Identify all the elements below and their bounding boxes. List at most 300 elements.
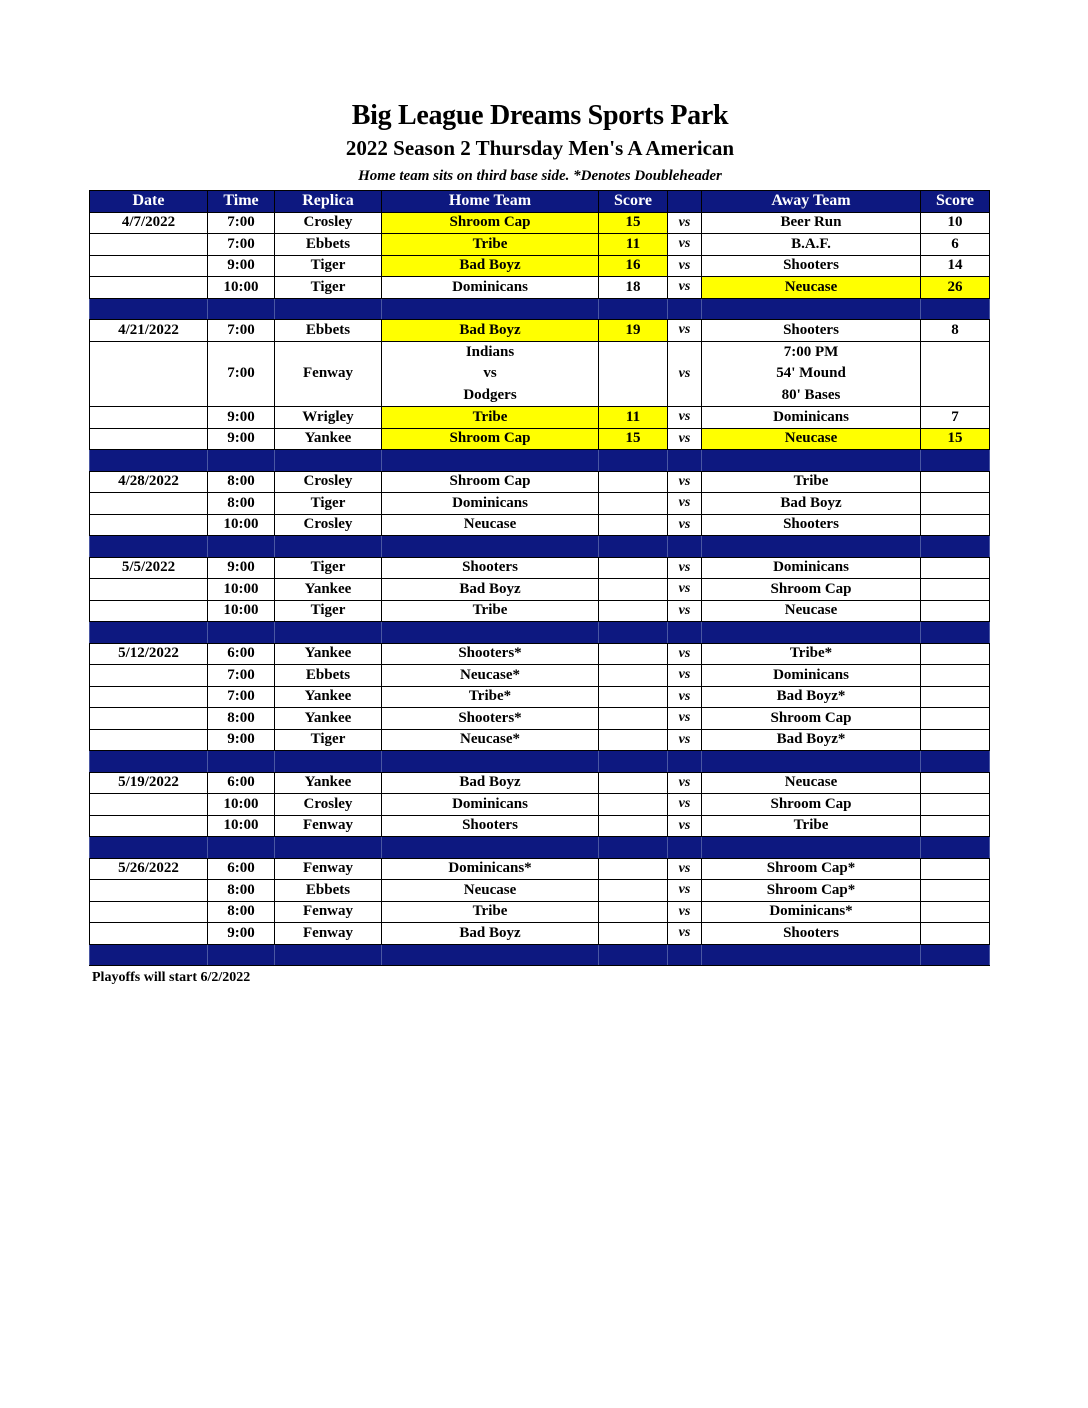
home-team: Tribe xyxy=(382,901,599,923)
game-time: 8:00 xyxy=(208,901,275,923)
game-row xyxy=(90,708,990,730)
game-row xyxy=(90,320,990,342)
separator-cell xyxy=(90,837,208,859)
home-score xyxy=(599,880,668,902)
away-score xyxy=(921,901,990,923)
home-score xyxy=(599,686,668,708)
home-team: Tribe xyxy=(382,407,599,429)
away-team: Shooters xyxy=(702,923,921,945)
home-score xyxy=(599,557,668,579)
away-score: 6 xyxy=(921,234,990,256)
away-team: Dominicans xyxy=(702,557,921,579)
game-date xyxy=(90,665,208,687)
separator-cell xyxy=(702,450,921,472)
game-date xyxy=(90,579,208,601)
schedule-body xyxy=(90,212,990,966)
away-score xyxy=(921,341,990,407)
game-date xyxy=(90,794,208,816)
game-time: 7:00 xyxy=(208,686,275,708)
vs-label: vs xyxy=(668,428,702,450)
col-header-replica: Replica xyxy=(275,191,382,213)
separator-cell xyxy=(668,536,702,558)
col-header-away-team: Away Team xyxy=(702,191,921,213)
home-team: Neucase* xyxy=(382,665,599,687)
away-score xyxy=(921,643,990,665)
away-score xyxy=(921,493,990,515)
game-time: 6:00 xyxy=(208,643,275,665)
home-score xyxy=(599,493,668,515)
game-row xyxy=(90,471,990,493)
game-row xyxy=(90,772,990,794)
game-date: 4/7/2022 xyxy=(90,212,208,234)
separator-cell xyxy=(208,944,275,966)
away-team: Dominicans xyxy=(702,407,921,429)
home-score xyxy=(599,665,668,687)
col-header-vs xyxy=(668,191,702,213)
home-team: Shroom Cap xyxy=(382,212,599,234)
away-team: Shroom Cap* xyxy=(702,858,921,880)
game-time: 9:00 xyxy=(208,557,275,579)
home-score: 16 xyxy=(599,255,668,277)
away-team: Shooters xyxy=(702,514,921,536)
home-team: Dominicans* xyxy=(382,858,599,880)
away-score xyxy=(921,514,990,536)
game-row xyxy=(90,686,990,708)
game-date xyxy=(90,708,208,730)
separator-cell xyxy=(702,751,921,773)
game-row xyxy=(90,901,990,923)
away-team: Shroom Cap* xyxy=(702,880,921,902)
week-separator-row xyxy=(90,944,990,966)
game-date xyxy=(90,234,208,256)
away-team-line: 54' Mound xyxy=(776,365,846,381)
game-date xyxy=(90,686,208,708)
separator-cell xyxy=(921,751,990,773)
game-replica-field: Crosley xyxy=(275,471,382,493)
away-team: Shroom Cap xyxy=(702,579,921,601)
game-date: 5/5/2022 xyxy=(90,557,208,579)
away-team: Shooters xyxy=(702,255,921,277)
game-date xyxy=(90,901,208,923)
game-replica-field: Fenway xyxy=(275,901,382,923)
home-team-line: Indians xyxy=(465,343,515,360)
separator-cell xyxy=(275,298,382,320)
separator-cell xyxy=(599,622,668,644)
separator-cell xyxy=(668,837,702,859)
vs-label: vs xyxy=(668,729,702,751)
home-score xyxy=(599,471,668,493)
game-date xyxy=(90,428,208,450)
home-team: Bad Boyz xyxy=(382,255,599,277)
game-row xyxy=(90,665,990,687)
vs-label: vs xyxy=(668,234,702,256)
vs-label: vs xyxy=(668,708,702,730)
week-separator-row xyxy=(90,622,990,644)
game-replica-field: Fenway xyxy=(275,923,382,945)
away-score xyxy=(921,686,990,708)
separator-cell xyxy=(275,450,382,472)
game-time: 7:00 xyxy=(208,212,275,234)
game-replica-field: Tiger xyxy=(275,729,382,751)
vs-label: vs xyxy=(668,858,702,880)
game-replica-field: Yankee xyxy=(275,428,382,450)
home-score: 11 xyxy=(599,234,668,256)
separator-cell xyxy=(382,751,599,773)
away-score xyxy=(921,858,990,880)
vs-label: vs xyxy=(668,600,702,622)
vs-label: vs xyxy=(668,901,702,923)
away-score xyxy=(921,880,990,902)
separator-cell xyxy=(599,944,668,966)
vs-label: vs xyxy=(668,277,702,299)
vs-label: vs xyxy=(668,772,702,794)
separator-cell xyxy=(208,751,275,773)
separator-cell xyxy=(275,622,382,644)
header-row xyxy=(90,191,990,213)
home-team xyxy=(382,341,599,407)
game-time: 6:00 xyxy=(208,858,275,880)
away-score xyxy=(921,794,990,816)
separator-cell xyxy=(599,298,668,320)
home-team: Neucase* xyxy=(382,729,599,751)
separator-cell xyxy=(208,298,275,320)
vs-label: vs xyxy=(668,643,702,665)
away-score xyxy=(921,923,990,945)
home-score xyxy=(599,514,668,536)
game-time: 8:00 xyxy=(208,471,275,493)
away-team: Dominicans* xyxy=(702,901,921,923)
away-score xyxy=(921,579,990,601)
game-row xyxy=(90,880,990,902)
separator-cell xyxy=(668,751,702,773)
game-time: 10:00 xyxy=(208,600,275,622)
home-team: Bad Boyz xyxy=(382,923,599,945)
home-team: Bad Boyz xyxy=(382,320,599,342)
game-replica-field: Ebbets xyxy=(275,665,382,687)
game-row xyxy=(90,493,990,515)
away-score: 14 xyxy=(921,255,990,277)
vs-label: vs xyxy=(668,794,702,816)
separator-cell xyxy=(208,450,275,472)
game-date xyxy=(90,407,208,429)
game-time: 10:00 xyxy=(208,815,275,837)
game-time: 9:00 xyxy=(208,428,275,450)
vs-label: vs xyxy=(668,341,702,407)
game-replica-field: Crosley xyxy=(275,212,382,234)
away-team: Bad Boyz xyxy=(702,493,921,515)
away-team: Shroom Cap xyxy=(702,708,921,730)
home-score xyxy=(599,772,668,794)
game-replica-field: Tiger xyxy=(275,557,382,579)
separator-cell xyxy=(382,944,599,966)
away-score xyxy=(921,729,990,751)
away-team-line: 80' Bases xyxy=(781,386,841,403)
home-score xyxy=(599,901,668,923)
game-date xyxy=(90,255,208,277)
home-score xyxy=(599,729,668,751)
home-team-line: Dodgers xyxy=(463,386,517,403)
game-date xyxy=(90,729,208,751)
away-team: Neucase xyxy=(702,428,921,450)
vs-label: vs xyxy=(668,815,702,837)
home-team: Dominicans xyxy=(382,277,599,299)
game-time: 7:00 xyxy=(208,665,275,687)
away-score: 26 xyxy=(921,277,990,299)
game-time: 10:00 xyxy=(208,277,275,299)
separator-cell xyxy=(90,751,208,773)
game-replica-field: Tiger xyxy=(275,255,382,277)
separator-cell xyxy=(702,837,921,859)
game-replica-field: Tiger xyxy=(275,493,382,515)
away-team: Neucase xyxy=(702,277,921,299)
game-row xyxy=(90,428,990,450)
separator-cell xyxy=(599,536,668,558)
game-row xyxy=(90,815,990,837)
separator-cell xyxy=(90,536,208,558)
vs-label: vs xyxy=(668,255,702,277)
game-replica-field: Wrigley xyxy=(275,407,382,429)
game-time: 6:00 xyxy=(208,772,275,794)
vs-label: vs xyxy=(668,880,702,902)
vs-label: vs xyxy=(668,407,702,429)
game-time: 8:00 xyxy=(208,708,275,730)
vs-label: vs xyxy=(668,923,702,945)
game-time: 7:00 xyxy=(208,341,275,407)
vs-label: vs xyxy=(668,471,702,493)
home-score xyxy=(599,794,668,816)
separator-cell xyxy=(921,837,990,859)
game-row xyxy=(90,277,990,299)
game-time: 9:00 xyxy=(208,729,275,751)
home-score: 15 xyxy=(599,212,668,234)
separator-cell xyxy=(921,298,990,320)
game-time: 9:00 xyxy=(208,255,275,277)
game-row xyxy=(90,858,990,880)
season-subtitle: 2022 Season 2 Thursday Men's A American xyxy=(345,136,735,160)
col-header-home-score: Score xyxy=(599,191,668,213)
game-row xyxy=(90,794,990,816)
home-score: 11 xyxy=(599,407,668,429)
game-date: 4/21/2022 xyxy=(90,320,208,342)
home-team: Tribe xyxy=(382,234,599,256)
away-team: Tribe xyxy=(702,471,921,493)
separator-cell xyxy=(921,944,990,966)
home-score xyxy=(599,708,668,730)
separator-cell xyxy=(275,837,382,859)
separator-cell xyxy=(921,450,990,472)
away-score xyxy=(921,600,990,622)
game-row xyxy=(90,234,990,256)
home-team: Neucase xyxy=(382,880,599,902)
vs-label: vs xyxy=(668,686,702,708)
away-team: Bad Boyz* xyxy=(702,686,921,708)
separator-cell xyxy=(382,622,599,644)
separator-cell xyxy=(90,944,208,966)
game-time: 10:00 xyxy=(208,794,275,816)
game-replica-field: Tiger xyxy=(275,277,382,299)
game-replica-field: Ebbets xyxy=(275,880,382,902)
playoffs-note: Playoffs will start 6/2/2022 xyxy=(92,970,251,985)
col-header-time: Time xyxy=(208,191,275,213)
game-date: 4/28/2022 xyxy=(90,471,208,493)
away-score: 7 xyxy=(921,407,990,429)
separator-cell xyxy=(599,751,668,773)
week-separator-row xyxy=(90,837,990,859)
game-replica-field: Yankee xyxy=(275,772,382,794)
separator-cell xyxy=(668,298,702,320)
home-score xyxy=(599,858,668,880)
game-replica-field: Yankee xyxy=(275,708,382,730)
vs-label: vs xyxy=(668,320,702,342)
home-score xyxy=(599,600,668,622)
separator-cell xyxy=(208,837,275,859)
home-team: Neucase xyxy=(382,514,599,536)
separator-cell xyxy=(208,622,275,644)
game-time: 8:00 xyxy=(208,880,275,902)
game-time: 8:00 xyxy=(208,493,275,515)
game-replica-field: Ebbets xyxy=(275,234,382,256)
doubleheader-note: Home team sits on third base side. *Denotes Doubleheader xyxy=(358,168,722,184)
home-team: Shroom Cap xyxy=(382,428,599,450)
home-team: Dominicans xyxy=(382,493,599,515)
separator-cell xyxy=(208,536,275,558)
game-date xyxy=(90,880,208,902)
game-date xyxy=(90,493,208,515)
home-score: 18 xyxy=(599,277,668,299)
separator-cell xyxy=(382,298,599,320)
away-team-line: 7:00 PM xyxy=(783,343,839,360)
vs-label: vs xyxy=(668,212,702,234)
away-team: Neucase xyxy=(702,600,921,622)
separator-cell xyxy=(382,450,599,472)
game-replica-field: Fenway xyxy=(275,341,382,407)
away-score: 8 xyxy=(921,320,990,342)
home-score xyxy=(599,815,668,837)
away-team xyxy=(702,341,921,407)
vs-label: vs xyxy=(668,665,702,687)
away-score: 15 xyxy=(921,428,990,450)
separator-cell xyxy=(702,944,921,966)
away-score xyxy=(921,708,990,730)
game-date: 5/12/2022 xyxy=(90,643,208,665)
separator-cell xyxy=(599,837,668,859)
home-score: 15 xyxy=(599,428,668,450)
separator-cell xyxy=(702,622,921,644)
separator-cell xyxy=(275,536,382,558)
col-header-date: Date xyxy=(90,191,208,213)
home-score xyxy=(599,643,668,665)
separator-cell xyxy=(90,298,208,320)
separator-cell xyxy=(668,622,702,644)
separator-cell xyxy=(90,622,208,644)
home-score: 19 xyxy=(599,320,668,342)
game-replica-field: Ebbets xyxy=(275,320,382,342)
away-team: Tribe* xyxy=(702,643,921,665)
away-score xyxy=(921,471,990,493)
game-replica-field: Fenway xyxy=(275,815,382,837)
home-score xyxy=(599,341,668,407)
away-score: 10 xyxy=(921,212,990,234)
separator-cell xyxy=(275,944,382,966)
col-header-away-score: Score xyxy=(921,191,990,213)
separator-cell xyxy=(599,450,668,472)
game-row xyxy=(90,729,990,751)
separator-cell xyxy=(382,837,599,859)
game-row xyxy=(90,579,990,601)
schedule-table xyxy=(89,190,990,966)
week-separator-row xyxy=(90,298,990,320)
home-team: Tribe xyxy=(382,600,599,622)
home-team: Shroom Cap xyxy=(382,471,599,493)
game-date xyxy=(90,341,208,407)
home-team: Shooters* xyxy=(382,643,599,665)
separator-cell xyxy=(702,298,921,320)
home-score xyxy=(599,579,668,601)
away-score xyxy=(921,815,990,837)
home-score xyxy=(599,923,668,945)
away-team: Shooters xyxy=(702,320,921,342)
game-time: 7:00 xyxy=(208,234,275,256)
home-team: Bad Boyz xyxy=(382,579,599,601)
game-date xyxy=(90,514,208,536)
game-row xyxy=(90,255,990,277)
game-row xyxy=(90,923,990,945)
separator-cell xyxy=(921,622,990,644)
home-team: Shooters xyxy=(382,815,599,837)
game-replica-field: Yankee xyxy=(275,579,382,601)
game-row xyxy=(90,600,990,622)
week-separator-row xyxy=(90,751,990,773)
game-date xyxy=(90,277,208,299)
game-replica-field: Yankee xyxy=(275,686,382,708)
game-time: 10:00 xyxy=(208,579,275,601)
away-team: Beer Run xyxy=(702,212,921,234)
game-replica-field: Crosley xyxy=(275,794,382,816)
separator-cell xyxy=(90,450,208,472)
away-team: Shroom Cap xyxy=(702,794,921,816)
game-date xyxy=(90,600,208,622)
away-score xyxy=(921,772,990,794)
page-title: Big League Dreams Sports Park xyxy=(351,100,729,131)
separator-cell xyxy=(382,536,599,558)
week-separator-row xyxy=(90,450,990,472)
home-team: Dominicans xyxy=(382,794,599,816)
game-replica-field: Fenway xyxy=(275,858,382,880)
home-team: Bad Boyz xyxy=(382,772,599,794)
home-team-line: vs xyxy=(483,365,497,381)
game-row xyxy=(90,407,990,429)
game-time: 10:00 xyxy=(208,514,275,536)
game-date: 5/26/2022 xyxy=(90,858,208,880)
away-team: Bad Boyz* xyxy=(702,729,921,751)
away-team: B.A.F. xyxy=(702,234,921,256)
home-team: Shooters* xyxy=(382,708,599,730)
game-row xyxy=(90,557,990,579)
game-date xyxy=(90,923,208,945)
separator-cell xyxy=(275,751,382,773)
away-score xyxy=(921,665,990,687)
away-score xyxy=(921,557,990,579)
away-team: Tribe xyxy=(702,815,921,837)
game-time: 9:00 xyxy=(208,407,275,429)
away-team: Neucase xyxy=(702,772,921,794)
game-row xyxy=(90,341,990,407)
game-row xyxy=(90,643,990,665)
game-time: 7:00 xyxy=(208,320,275,342)
home-team: Tribe* xyxy=(382,686,599,708)
vs-label: vs xyxy=(668,514,702,536)
game-time: 9:00 xyxy=(208,923,275,945)
